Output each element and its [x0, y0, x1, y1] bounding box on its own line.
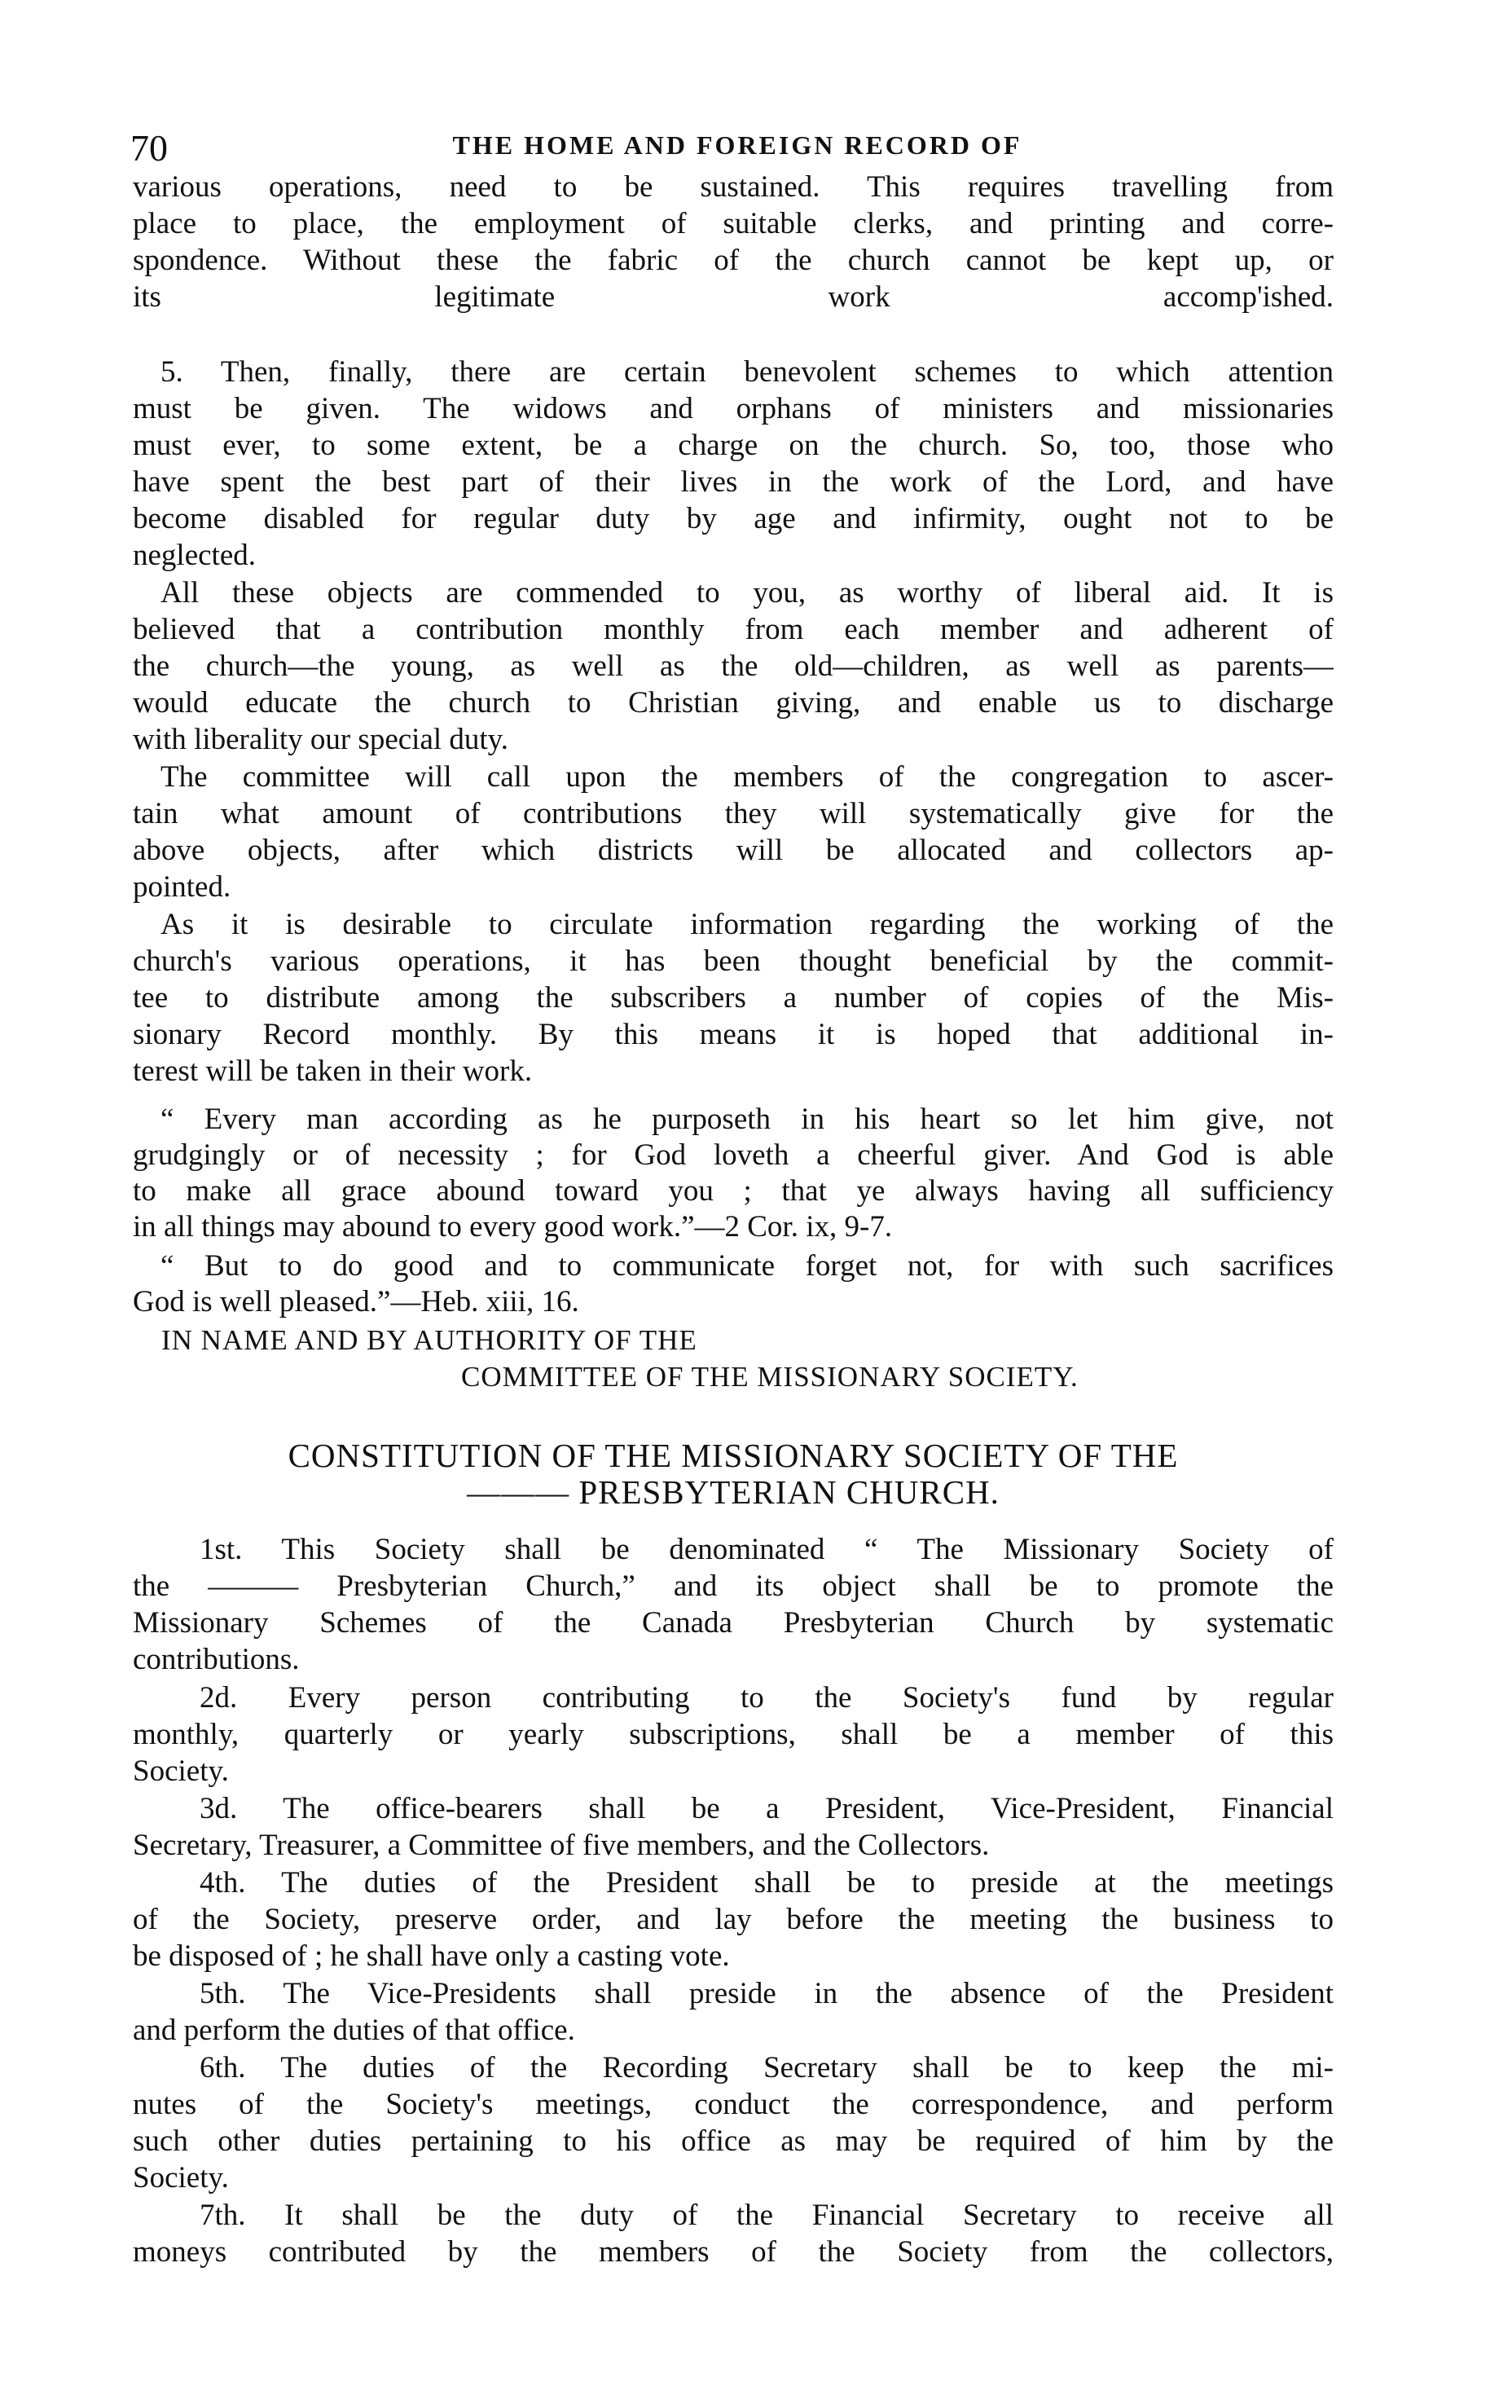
text-line: church's various operations, it has been thought beneficial by the commit- [133, 944, 1334, 978]
text-line: spondence. Without these the fabric of the church cannot be kept up, or [133, 244, 1334, 277]
signature-block [133, 1322, 1334, 1395]
section-heading-constitution [133, 1437, 1334, 1511]
paragraph-objects-commended [133, 574, 1334, 758]
text-line: various operations, need to be sustained. This requires travelling from [133, 170, 1334, 204]
text-line: tee to distribute among the subscribers a number of copies of the Mis- [133, 981, 1334, 1015]
text-line: ——— PRESBYTERIAN CHURCH. [467, 1474, 1000, 1511]
text-line: nutes of the Society's meetings, conduct the correspondence, and perform [133, 2088, 1334, 2121]
scripture-quote-corinthians [133, 1102, 1334, 1245]
paragraph-missionary-record [133, 906, 1334, 1090]
text-line: in all things may abound to every good work.”—2 Cor. ix, 9-7. [133, 1210, 893, 1244]
text-line: have spent the best part of their lives in the work of the Lord, and have [133, 465, 1334, 499]
text-line: terest will be taken in their work. [133, 1054, 533, 1088]
text-line: grudgingly or of necessity ; for God loveth a cheerful giver. And God is able [133, 1138, 1334, 1172]
article-5th [133, 1975, 1334, 2049]
text-line: Secretary, Treasurer, a Committee of five members, and the Collectors. [133, 1829, 990, 1862]
text-line: 1st. This Society shall be denominated “ The Missionary Society of [200, 1533, 1334, 1566]
text-line: God is well pleased.”—Heb. xiii, 16. [133, 1285, 579, 1318]
text-line: All these objects are commended to you, as worthy of liberal aid. It is [160, 576, 1334, 610]
article-1st [133, 1531, 1334, 1678]
text-line: with liberality our special duty. [133, 723, 509, 756]
text-line: believed that a contribution monthly from each member and adherent of [133, 613, 1334, 646]
text-line: become disabled for regular duty by age and infirmity, ought not to be [133, 502, 1334, 535]
text-line: The committee will call upon the members of the congregation to ascer- [160, 760, 1334, 794]
running-title: THE HOME AND FOREIGN RECORD OF [452, 130, 1022, 160]
text-line: 7th. It shall be the duty of the Financial Secretary to receive all [200, 2199, 1334, 2232]
text-line: would educate the church to Christian giving, and enable us to discharge [133, 686, 1334, 720]
text-line: be disposed of ; he shall have only a casting vote. [133, 1939, 730, 1973]
text-line: tain what amount of contributions they will systematically give for the [133, 797, 1334, 830]
text-line: “ But to do good and to communicate forget not, for with such sacrifices [160, 1249, 1334, 1283]
text-line: 4th. The duties of the President shall be to preside at the meetings [200, 1866, 1334, 1900]
text-line: above objects, after which districts will be allocated and collectors ap- [133, 834, 1334, 867]
text-line: 5th. The Vice-Presidents shall preside in the absence of the President [200, 1977, 1334, 2010]
text-line: COMMITTEE OF THE MISSIONARY SOCIETY. [461, 1361, 1079, 1393]
article-7th [133, 2197, 1334, 2270]
text-line: and perform the duties of that office. [133, 2014, 575, 2047]
text-line: IN NAME AND BY AUTHORITY OF THE [161, 1324, 697, 1356]
scripture-quote-hebrews [133, 1248, 1334, 1320]
paragraph-operations [133, 169, 1334, 315]
text-line: must ever, to some extent, be a charge on the church. So, too, those who [133, 429, 1334, 462]
text-line: the ——— Presbyterian Church,” and its object shall be to promote the [133, 1569, 1334, 1603]
text-line: of the Society, preserve order, and lay before the meeting the business to [133, 1903, 1334, 1936]
text-line: 5. Then, finally, there are certain benevolent schemes to which attention [160, 355, 1334, 389]
text-line: such other duties pertaining to his office as may be required of him by the [133, 2124, 1334, 2158]
text-line: 3d. The office-bearers shall be a President, Vice-President, Financial [200, 1792, 1334, 1825]
text-line: Society. [133, 1754, 229, 1788]
text-line: moneys contributed by the members of the Society from the collectors, [133, 2235, 1334, 2269]
text-line: contributions. [133, 1643, 300, 1676]
text-line: must be given. The widows and orphans of ministers and missionaries [133, 392, 1334, 425]
article-6th [133, 2049, 1334, 2196]
text-line: “ Every man according as he purposeth in his heart so let him give, not [160, 1103, 1334, 1136]
text-line: place to place, the employment of suitable clerks, and printing and corre- [133, 207, 1334, 240]
text-line: 6th. The duties of the Recording Secretary shall be to keep the mi- [200, 2051, 1334, 2084]
paragraph-committee [133, 759, 1334, 905]
text-line: As it is desirable to circulate information regarding the working of the [160, 908, 1334, 941]
text-line: CONSTITUTION OF THE MISSIONARY SOCIETY OF THE [288, 1437, 1179, 1474]
text-line: pointed. [133, 870, 231, 904]
text-line: 2d. Every person contributing to the Society's fund by regular [200, 1681, 1334, 1715]
text-line: the church—the young, as well as the old—children, as well as parents— [133, 649, 1334, 683]
text-line: sionary Record monthly. By this means it is hoped that additional in- [133, 1018, 1334, 1051]
article-2d [133, 1679, 1334, 1789]
page-number: 70 [130, 127, 168, 169]
article-3d [133, 1790, 1334, 1864]
text-line: monthly, quarterly or yearly subscriptions, shall be a member of this [133, 1718, 1334, 1751]
article-4th [133, 1864, 1334, 1974]
text-line: to make all grace abound toward you ; that ye always having all sufficiency [133, 1174, 1334, 1208]
text-line: Missionary Schemes of the Canada Presbyterian Church by systematic [133, 1606, 1334, 1640]
paragraph-benevolent-schemes [133, 354, 1334, 574]
text-line: Society. [133, 2161, 229, 2194]
text-line: neglected. [133, 539, 256, 572]
text-line: its legitimate work accomp'ished. [133, 280, 1334, 314]
